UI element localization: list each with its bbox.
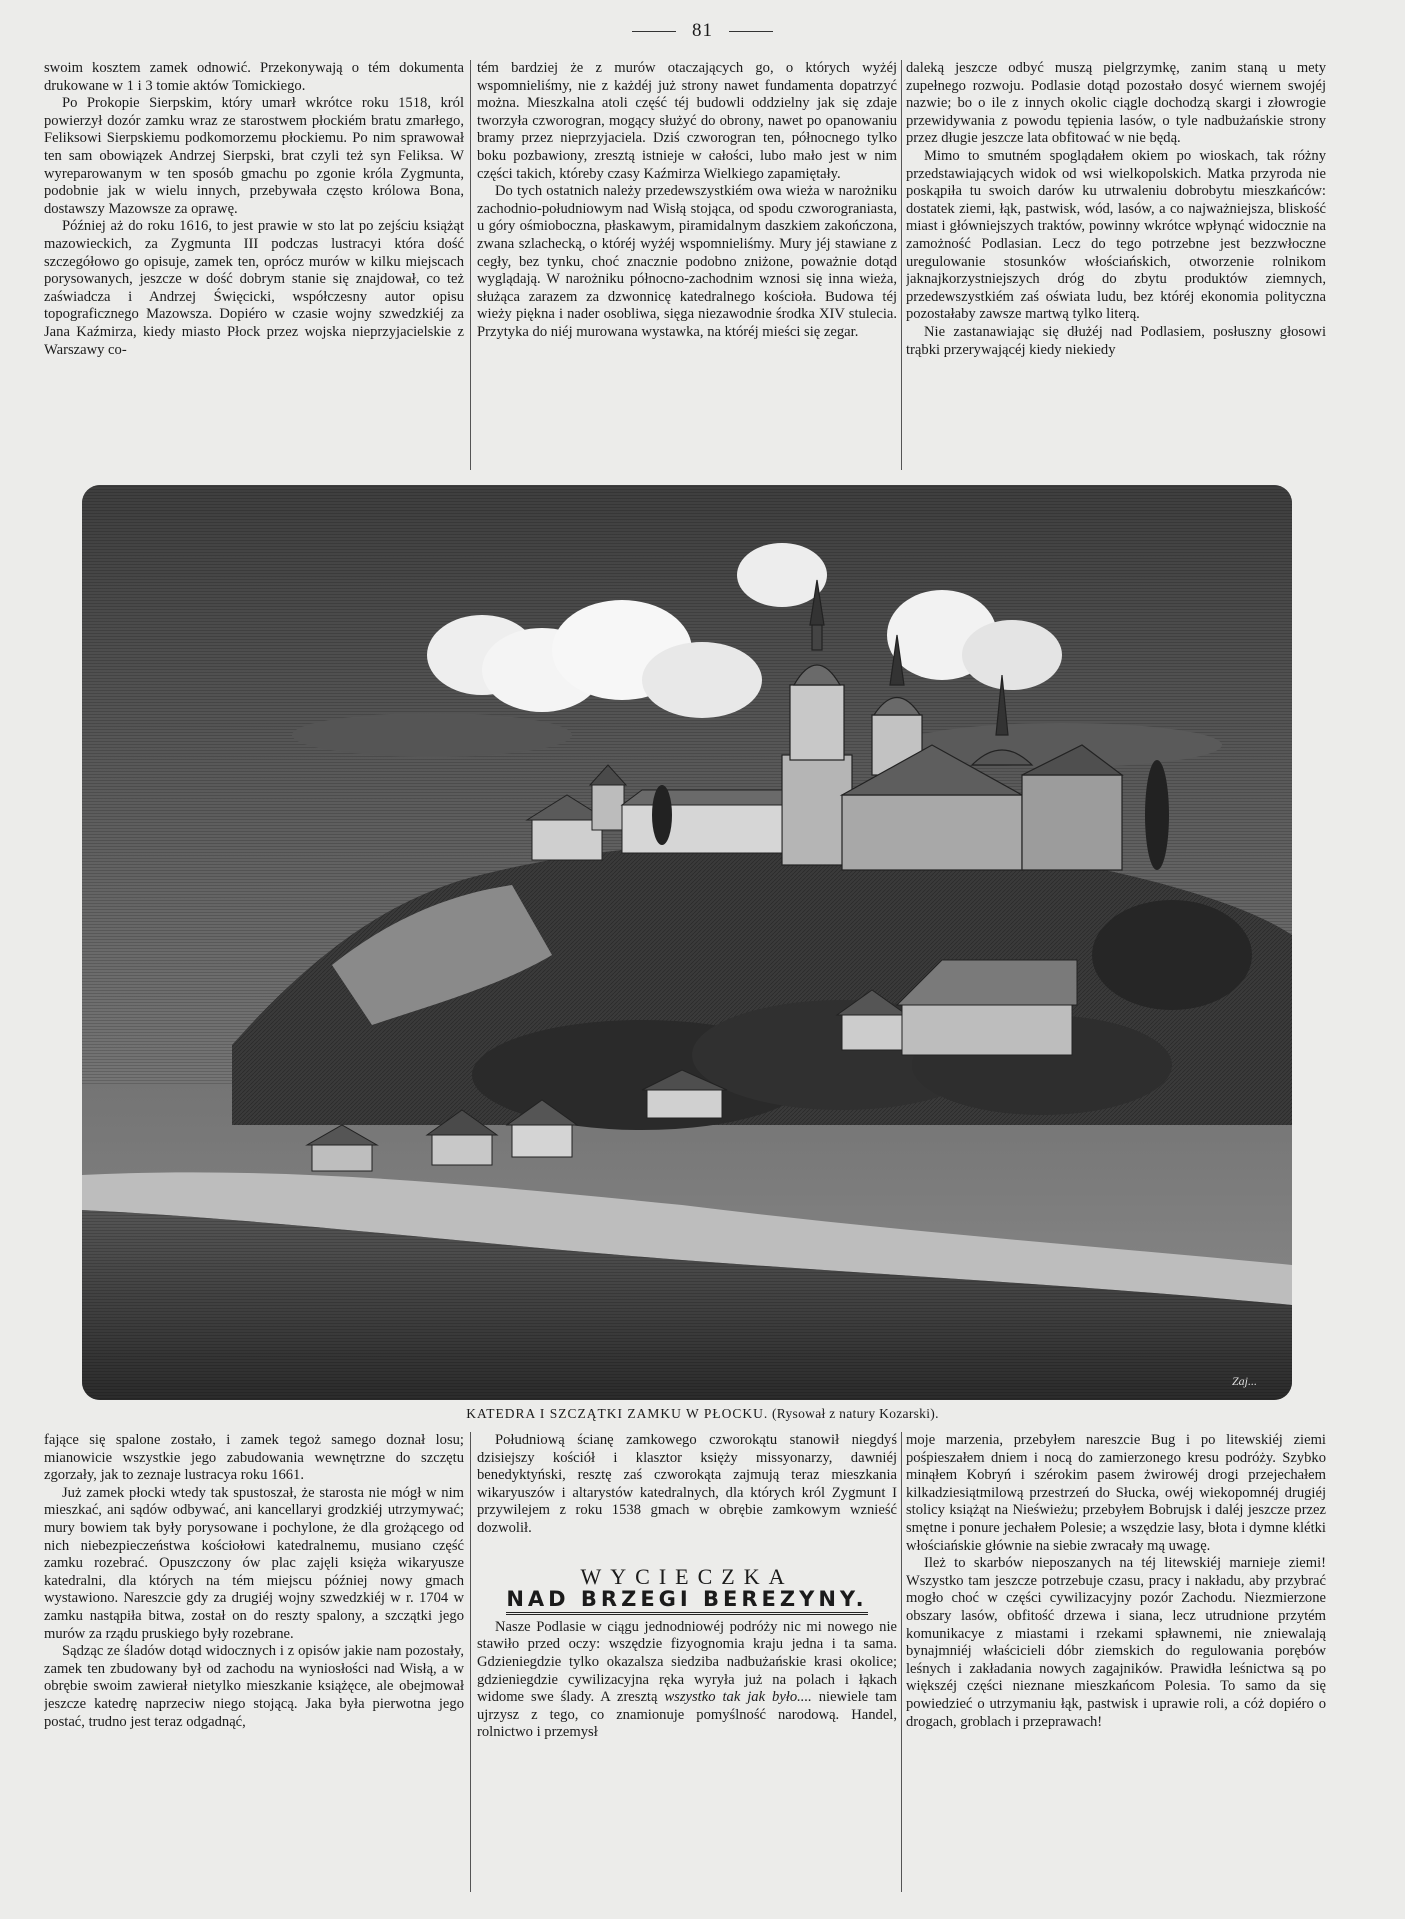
italic-quote: wszystko tak jak było....: [664, 1689, 812, 1706]
article-heading-berezyna-text: NAD BRZEGI BEREZYNY.: [506, 1587, 867, 1615]
top-column-1: [44, 60, 464, 470]
paragraph: fające się spalone zostało, i zamek tegoż samego doznał losu; mianowicie wszystkie jego zabudowania wewnętrzne do szczętu zgorzały, jak to zeznaje lustracya roku 1661.: [44, 1432, 464, 1484]
column-divider: [901, 1432, 902, 1892]
page-number-rule-left: [632, 31, 676, 32]
paragraph: moje marzenia, przebyłem nareszcie Bug i po litewskiéj ziemi pośpieszałem dniem i nocą do zamierzonego kresu podróży. Szybko minąłem Kobryń i szérokim pasem żwirowéj drogi przejechałem kilkadziesiątmilową przestrzeń do Słucka, owéj wiekopomnéj drugiéj stolicy książąt na Nieświeżu; przebyłem Bobrujsk i daléj jeszcze przez smętne i ponure jechałem Polesie; a wszędzie lasy, błota i dymne klétki włościańskie głównie na siebie zwracały mą uwagę.: [906, 1432, 1326, 1554]
paragraph: Po Prokopie Sierpskim, który umarł wkrótce roku 1518, król powierzył dozór zamku wraz ze starostwem płockiém bratu zmarłego, Feliksowi Sierpskiemu podkomorzemu płockiemu. Po nim sprawował ten sam obowiązek Andrzej Sierpski, brat czyli też syn Feliksa. W wyreparowanym w ten sposób gmachu po zgonie króla Zygmunta, podobnie jak w wielu innych, przebywała często królowa Bona, dostawszy Mazowsze za oprawę.: [44, 95, 464, 217]
page-number: [0, 20, 1405, 42]
bottom-column-2: [477, 1432, 897, 1892]
page-number-rule-right: [729, 31, 773, 32]
illustration-caption: [0, 1406, 1405, 1422]
text-span: niewiele tam ujrzysz z tego, co znamionuje pomyślność narodową. Handel, rolnictwo i przemysł: [477, 1689, 897, 1741]
text-span: Nasze Podlasie w ciągu jednodniowéj podróży nic mi nowego nie stawiło przed oczy: wszędzie fizyognomia kraju jedna i ta sama. Gdzieniegdzie tylko okazalsza siedziba nadbużańskie krasi okolice; gdzieniegdzie cywilizacyjna ręka wyryła już na polach i łąkach widome swe ślady. A zresztą: [477, 1618, 897, 1706]
article-heading-berezyna: [477, 1587, 897, 1612]
engraver-signature: Zaj...: [1232, 1374, 1258, 1388]
paragraph: Mimo to smutném spoglądałem okiem po wioskach, tak różny przedstawiających widok od wsi wielkopolskich. Matka przyroda nie poskąpiła tu swoich darów ku utrwaleniu dobrobytu mieszkańców: dostatek ziemi, łąk, pastwisk, wód, lasów, a co najważniejsza, bliskość miast i główniejszych traktów, powinny wkrótce wpłynąć widocznie na zamożność Podlasian. Lecz do tego potrzebne jest bezzwłoczne uregulowanie stosunków włościańskich, otworzenie rolnikom jaknajkorzystniejszych dróg do zbytu produktów ziemnych, przedewszystkiém zaś oświata ludu, bez któréj ekonomia polityczna pozostałaby zawsze martwą tylko literą.: [906, 147, 1326, 323]
column-divider: [470, 1432, 471, 1892]
article-heading-wycieczka: WYCIECZKA: [580, 1563, 794, 1589]
engraving-cathedral-castle-plock: [82, 485, 1292, 1400]
engraving-svg: [82, 485, 1292, 1400]
paragraph: Ileż to skarbów nieposzanych na téj litewskiéj marnieje ziemi! Wszystko tam jeszcze potrzebuje czasu, pracy i nakładu, aby przybrać mogło choć w części cywilizacyjny pozór Zachodu. Niezmierzone obszary lasów, obfitość drzewa i siana, lecz utrudnione przytém komunikacye z miastami i rzekami spławnemi, nie zniewalają bynajmniéj właścicieli dóbr ziemskich do regulowania porębów leśnych i zakładania nowych zagajników. Prawidła leśnictwa są po większéj części nieznane mieszkańcom Polesia. To samo da się powiedzieć o utrzymaniu łąk, pastwisk i uprawie roli, a cóż dopiéro o drogach, groblach i przeprawach!: [906, 1555, 1326, 1730]
top-column-2: [477, 60, 897, 470]
paragraph: swoim kosztem zamek odnowić. Przekonywają o tém dokumenta drukowane w 1 i 3 tomie aktów Tomickiego.: [44, 60, 464, 94]
bottom-column-1: [44, 1432, 464, 1892]
caption-title: KATEDRA I SZCZĄTKI ZAMKU W PŁOCKU.: [466, 1406, 769, 1421]
caption-note: (Rysował z natury Kozarski).: [771, 1406, 939, 1421]
column-divider: [901, 60, 902, 470]
bottom-column-3: [906, 1432, 1326, 1892]
paragraph: Południową ścianę zamkowego czworokątu stanowił niegdyś dzisiejszy kościół i klasztor księży missyonarzy, dawniéj benedyktyński, resztę zaś czworokąta zajmują teraz mieszkania wikaryuszów i altarystów katedralnych, dla których król Zygmunt I przywilejem z roku 1538 gmach w obrębie zamkowym wznieść dozwolił.: [477, 1432, 897, 1536]
paragraph: Do tych ostatnich należy przedewszystkiém owa wieża w narożniku zachodnio-południowym nad Wisłą stojąca, od spodu czworograniasta, u góry ośmioboczna, płaskawym, piramidalnym daszkiem zakończona, zwana szlachecką, o któréj wyżéj wspomnieliśmy. Mury jéj stawiane z cegły, bez tynku, choć znacznie podobno zniżone, poważnie dotąd wyglądają. W narożniku północno-zachodnim wznosi się inna wieża, służąca zarazem za dzwonnicę katedralnego kościoła. Budowa téj wieży piękna i nader osobliwa, sięga niezawodnie środka XIV stulecia. Przytyka do niéj murowana wystawka, na któréj mieści się zegar.: [477, 183, 897, 340]
page-number-text: 81: [692, 20, 713, 41]
column-divider: [470, 60, 471, 470]
paragraph: Sądząc ze śladów dotąd widocznych i z opisów jakie nam pozostały, zamek ten zbudowany był od zachodu na wyniosłości nad Wisłą, a w obrębie swoim zawierał nietylko mieszkanie książęce, ale obejmował jeszcze katedrę naprzeciw niego stojącą. Jaka była pierwotna jego postać, trudno jest teraz odgadnąć,: [44, 1643, 464, 1730]
top-column-3: [906, 60, 1326, 470]
paragraph: Już zamek płocki wtedy tak spustoszał, że starosta nie mógł w nim mieszkać, ani sądów odbywać, ani kancellaryi grodzkiéj utrzymywać; mury bowiem tak były porysowane i pochylone, że dla grożącego od nich niebezpieczeństwa kościołowi katedralnemu, musiano część zamku rozebrać. Opuszczony ów plac zajęli księża wikaryusze katedralni, dla których na tém miejscu później nowy gmach wystawiono. Nareszcie gdy za drugiéj wojny szwedzkiéj w r. 1704 w zamku nastąpiła bitwa, został on do reszty spalony, a szczątki jego murów za rządu pruskiego były rozebrane.: [44, 1484, 464, 1642]
paragraph: Nie zastanawiając się dłużéj nad Podlasiem, posłuszny głosowi trąbki przerywającéj kiedy niekiedy: [906, 323, 1326, 358]
paragraph: tém bardziej że z murów otaczających go, o których wyżéj wspomnieliśmy, nie z każdéj już strony nawet fundamenta dopatrzyć można. Mieszkalna atoli część téj budowli oddzielny jak się zdaje tworzyła czworogran, mogący służyć do obrony, nawet po opanowaniu bramy przez nieprzyjaciela. Dziś czworogran ten, północnego tylko boku pozbawiony, zresztą istnieje w całości, lubo mało jest w nim części takich, któreby czasy Kaźmirza Wielkiego zapamiętały.: [477, 60, 897, 182]
paragraph: Później aż do roku 1616, to jest prawie w sto lat po zejściu książąt mazowieckich, za Zygmunta III podczas lustracyi która dość szczegółowo go opisuje, zamek ten, oprócz murów w kilku miejscach porysowanych, jeszcze w dość dobrym stanie się znajdował, co też zaświadcza i Andrzej Święcicki, współczesny autor opisu topograficznego Mazowsza. Dopiéro w czasie wojny szwedzkiéj za Jana Kaźmirza, kiedy miasto Płock przez wojska nieprzyjacielskie z Warszawy co-: [44, 218, 464, 358]
paragraph: daleką jeszcze odbyć muszą pielgrzymkę, zanim staną u mety zupełnego rozwoju. Podlasie dotąd pozostało dosyć wiernem swojéj nazwie; bo o ile z innych okolic ciągle dochodzą skargi i złowrogie przewidywania z powodu tępienia lasów, o tyle nadbużańskie strony przez długie jeszcze lata obfitować w nie będą.: [906, 60, 1326, 147]
paragraph: [477, 1619, 897, 1742]
